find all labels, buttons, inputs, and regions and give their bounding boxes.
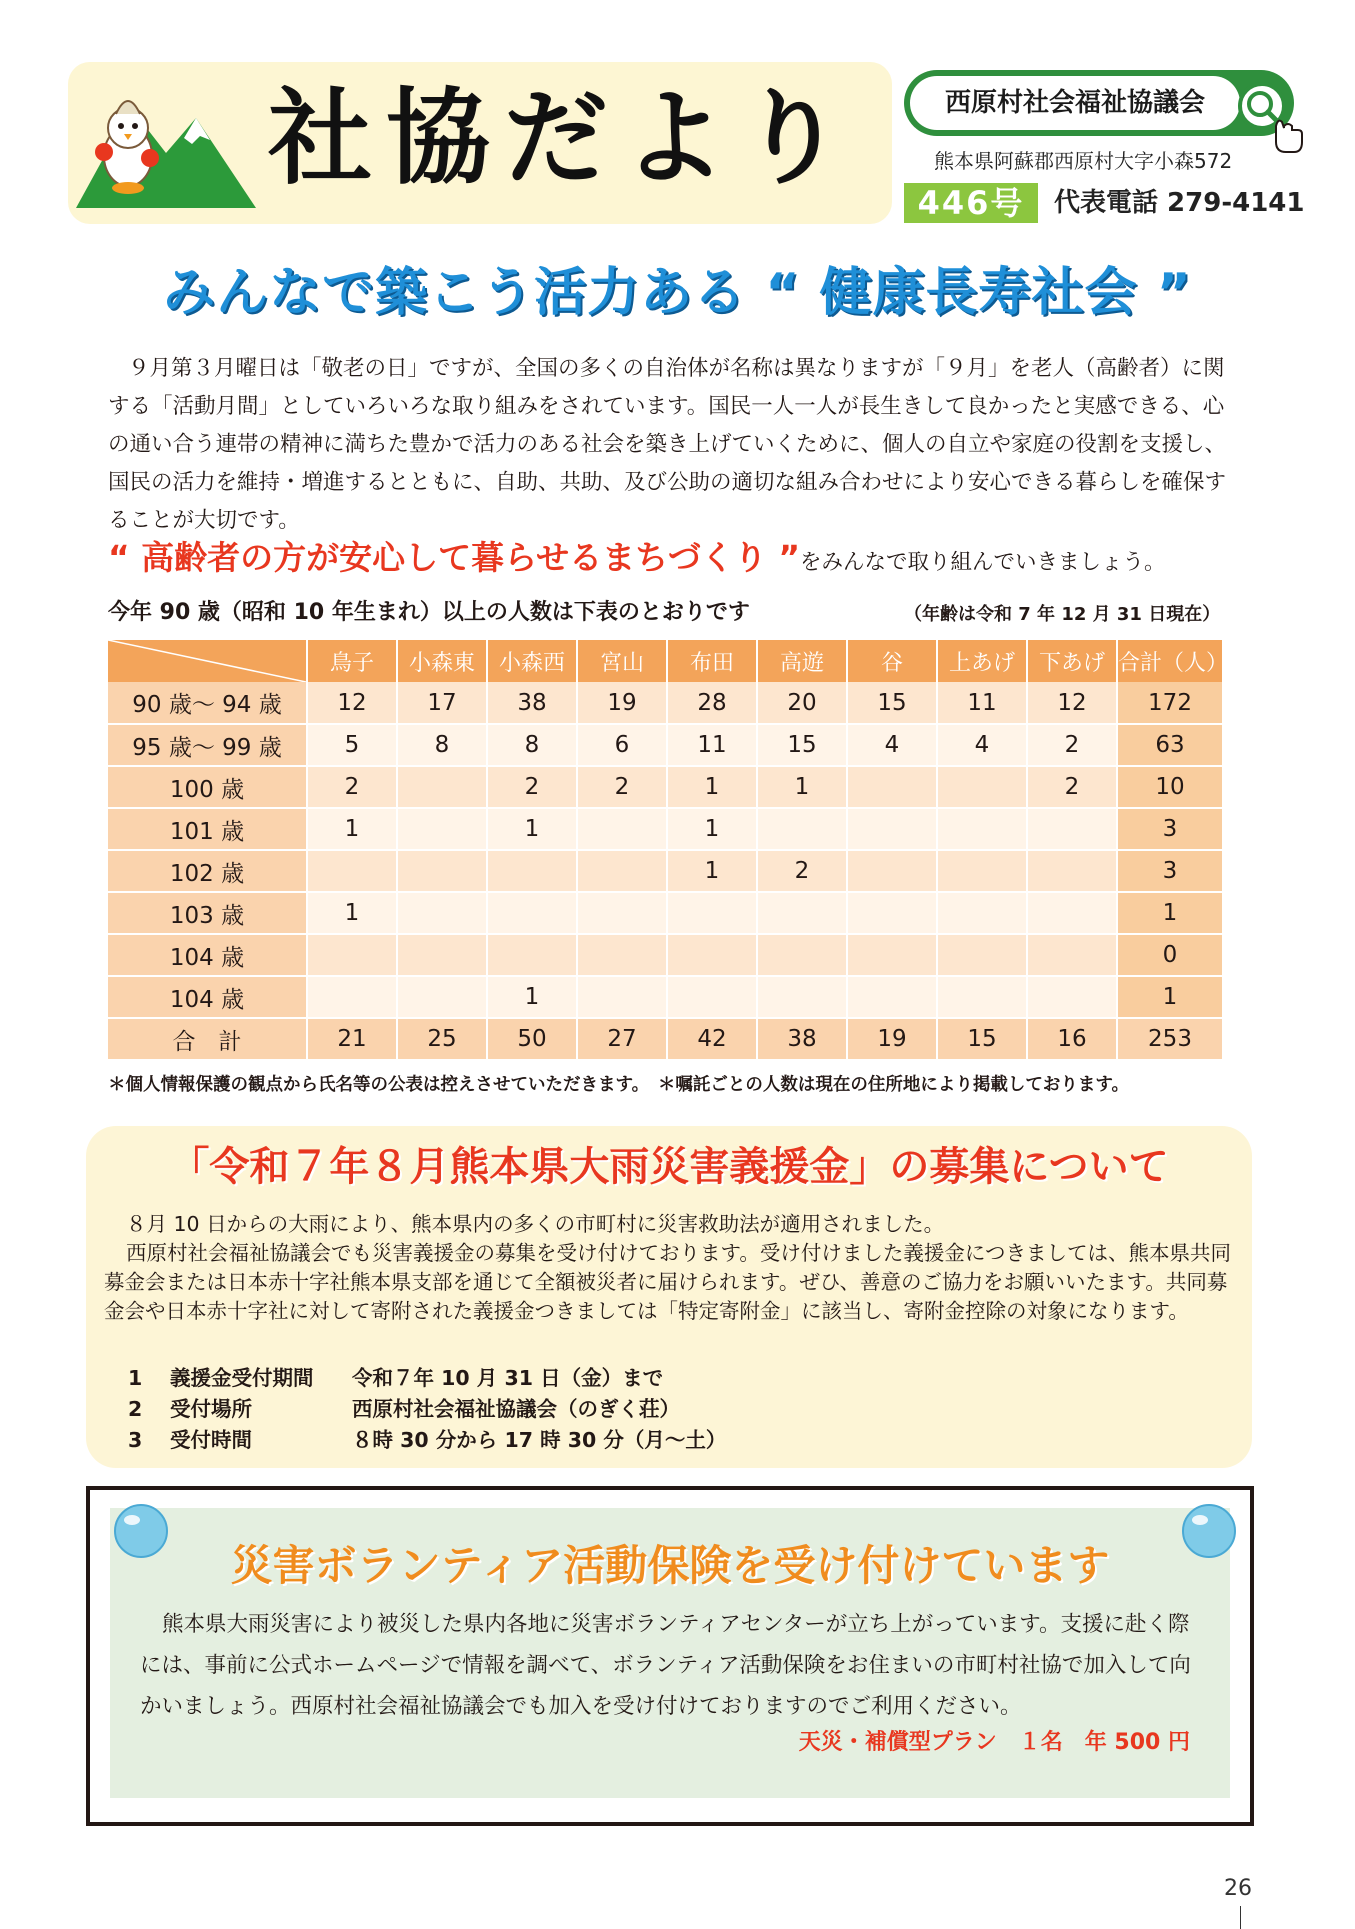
intro-paragraph: ９月第３月曜日は「敬老の日」ですが、全国の多くの自治体が名称は異なりますが「９月」を老人（高齢者）に関する「活動月間」としていろいろな取り組みをされています。国民一人一人が長生きして良かったと実感できる、心の通い合う連帯の精神に満ちた豊かで活力のある社会を築き上げていくために、個人の自立や家庭の役割を支援し、国民の活力を維持・増進するとともに、自助、共助、及び公助の適切な組み合わせにより安心できる暮らしを確保することが大切です。 (108, 356, 1227, 533)
table-cell (487, 850, 577, 892)
table-cell (1027, 976, 1117, 1018)
row-label: 104 歳 (108, 976, 307, 1018)
relief-fund-paragraph: 西原村社会福祉協議会でも災害義援金の募集を受け付けております。受け付けました義援金につきましては、熊本県共同募金会または日本赤十字社熊本県支部を通じて全額被災者に届けられます。ぜひ、善意のご協力をお願いいたます。共同募金会や日本赤十字社に対して寄附された義援金つきましては「特定寄附金」に該当し、寄附金控除の対象になります。 (104, 1241, 1231, 1323)
table-cell: 38 (487, 682, 577, 724)
column-header: 谷 (847, 640, 937, 682)
column-header: 鳥子 (307, 640, 397, 682)
column-total-cell: 38 (757, 1018, 847, 1060)
totals-label: 合 計 (108, 1018, 307, 1060)
column-header: 宮山 (577, 640, 667, 682)
table-cell (307, 934, 397, 976)
detail-number: 3 (128, 1428, 143, 1452)
detail-row (128, 1394, 726, 1425)
relief-fund-body (104, 1210, 1240, 1326)
table-cell: 1 (667, 808, 757, 850)
table-row (108, 934, 1223, 976)
table-row (108, 808, 1223, 850)
table-cell: 4 (937, 724, 1027, 766)
table-cell: 5 (307, 724, 397, 766)
row-label: 95 歳〜 99 歳 (108, 724, 307, 766)
detail-number: 2 (128, 1397, 143, 1421)
row-total-cell: 10 (1117, 766, 1223, 808)
relief-fund-details (128, 1363, 726, 1456)
row-total-cell: 3 (1117, 808, 1223, 850)
table-cell (667, 976, 757, 1018)
row-total-cell: 172 (1117, 682, 1223, 724)
mascot-logo (76, 78, 256, 208)
table-row (108, 892, 1223, 934)
column-total-cell: 21 (307, 1018, 397, 1060)
table-cell: 2 (1027, 724, 1117, 766)
table-caption: 今年 90 歳（昭和 10 年生まれ）以上の人数は下表のとおりです (108, 600, 750, 625)
table-cell (1027, 808, 1117, 850)
column-total-cell: 50 (487, 1018, 577, 1060)
table-cell (577, 934, 667, 976)
slogan-highlight: “ 高齢者の方が安心して暮らせるまちづくり ” (108, 538, 801, 577)
table-cell: 19 (577, 682, 667, 724)
table-cell (487, 892, 577, 934)
row-total-cell: 1 (1117, 892, 1223, 934)
table-cell (847, 976, 937, 1018)
table-cell: 28 (667, 682, 757, 724)
table-cell: 20 (757, 682, 847, 724)
table-cell (757, 892, 847, 934)
slogan-line (108, 533, 1288, 589)
detail-label: 義援金受付期間 (170, 1366, 314, 1390)
table-cell: 6 (577, 724, 667, 766)
row-total-cell: 63 (1117, 724, 1223, 766)
relief-fund-paragraph: ８月 10 日からの大雨により、熊本県内の多くの市町村に災害救助法が適用されました。 (126, 1212, 945, 1236)
volunteer-insurance-body: 熊本県大雨災害により被災した県内各地に災害ボランティアセンターが立ち上がっています。支援に赴く際には、事前に公式ホームページで情報を調べて、ボランティア活動保険をお住まいの市町村社協で加入して向かいましょう。西原村社会福祉協議会でも加入を受け付けておりますのでご利用ください。 (140, 1612, 1191, 1719)
totals-row (108, 1018, 1223, 1060)
insurance-plan-price: 天災・補償型プラン １名 年 500 円 (798, 1730, 1190, 1755)
table-cell (757, 976, 847, 1018)
detail-label: 受付場所 (170, 1397, 252, 1421)
row-total-cell: 0 (1117, 934, 1223, 976)
row-total-cell: 3 (1117, 850, 1223, 892)
table-cell (1027, 892, 1117, 934)
issue-number-badge: 446号 (904, 183, 1038, 223)
table-cell (937, 934, 1027, 976)
table-cell (847, 850, 937, 892)
column-total-cell: 16 (1027, 1018, 1117, 1060)
headline: みんなで築こう活力ある “ 健康長寿社会 ” (163, 263, 1192, 323)
table-cell: 17 (397, 682, 487, 724)
table-row (108, 976, 1223, 1018)
table-row (108, 850, 1223, 892)
table-cell (937, 808, 1027, 850)
column-total-cell: 42 (667, 1018, 757, 1060)
table-cell: 2 (757, 850, 847, 892)
table-cell (577, 976, 667, 1018)
row-total-cell: 1 (1117, 976, 1223, 1018)
elderly-census-table (108, 640, 1229, 1061)
table-cell (937, 766, 1027, 808)
table-cell: 12 (1027, 682, 1117, 724)
row-label: 100 歳 (108, 766, 307, 808)
table-corner-cell (108, 640, 307, 682)
row-label: 101 歳 (108, 808, 307, 850)
detail-value: ８時 30 分から 17 時 30 分（月〜土） (352, 1428, 727, 1452)
table-cell: 1 (487, 976, 577, 1018)
table-body (108, 682, 1223, 1060)
table-cell (577, 850, 667, 892)
table-cell: 2 (307, 766, 397, 808)
column-header: 高遊 (757, 640, 847, 682)
column-header: 布田 (667, 640, 757, 682)
table-cell (397, 808, 487, 850)
table-cell (397, 892, 487, 934)
row-label: 102 歳 (108, 850, 307, 892)
table-cell: 1 (487, 808, 577, 850)
volunteer-insurance-title: 災害ボランティア活動保険を受け付けています (230, 1541, 1110, 1590)
table-cell: 15 (757, 724, 847, 766)
table-row (108, 766, 1223, 808)
detail-row (128, 1363, 726, 1394)
table-cell (847, 766, 937, 808)
column-total-cell: 19 (847, 1018, 937, 1060)
table-cell: 2 (487, 766, 577, 808)
detail-value: 令和７年 10 月 31 日（金）まで (352, 1366, 664, 1390)
table-row (108, 724, 1223, 766)
table-cell (487, 934, 577, 976)
row-label: 90 歳〜 94 歳 (108, 682, 307, 724)
row-label: 103 歳 (108, 892, 307, 934)
detail-label: 受付時間 (170, 1428, 252, 1452)
table-row (108, 682, 1223, 724)
table-cell: 4 (847, 724, 937, 766)
diagonal-divider (108, 640, 306, 682)
table-cell (397, 976, 487, 1018)
table-cell (307, 850, 397, 892)
table-cell (1027, 850, 1117, 892)
column-header: 小森東 (397, 640, 487, 682)
column-header: 上あげ (937, 640, 1027, 682)
table-cell: 1 (667, 850, 757, 892)
table-cell: 1 (307, 892, 397, 934)
table-cell (1027, 934, 1117, 976)
search-icon (1232, 78, 1304, 160)
table-cell: 2 (1027, 766, 1117, 808)
column-total-cell: 253 (1117, 1018, 1223, 1060)
table-cell (847, 892, 937, 934)
table-cell (397, 934, 487, 976)
column-header: 下あげ (1027, 640, 1117, 682)
table-cell (937, 892, 1027, 934)
table-cell: 12 (307, 682, 397, 724)
table-cell: 8 (397, 724, 487, 766)
table-cell: 11 (667, 724, 757, 766)
row-label: 104 歳 (108, 934, 307, 976)
table-cell (937, 850, 1027, 892)
org-address: 熊本県阿蘇郡西原村大字小森572 (934, 149, 1233, 173)
column-header: 小森西 (487, 640, 577, 682)
table-cell: 8 (487, 724, 577, 766)
table-cell (937, 976, 1027, 1018)
table-cell: 15 (847, 682, 937, 724)
column-header: 合計（人） (1117, 640, 1223, 682)
detail-row (128, 1425, 726, 1456)
table-cell: 1 (307, 808, 397, 850)
table-cell: 11 (937, 682, 1027, 724)
phone-number: 代表電話 279-4141 (1054, 188, 1305, 218)
page-tick-mark (1240, 1906, 1241, 1929)
table-footnote: ＊個人情報保護の観点から氏名等の公表は控えさせていただきます。 ＊嘱託ごとの人数は現在の住所地により掲載しております。 (108, 1075, 1129, 1095)
table-cell (577, 892, 667, 934)
slogan-rest: をみんなで取り組んでいきましょう。 (800, 550, 1166, 575)
detail-number: 1 (128, 1366, 143, 1390)
column-total-cell: 25 (397, 1018, 487, 1060)
table-cell (397, 850, 487, 892)
table-cell: 2 (577, 766, 667, 808)
column-total-cell: 27 (577, 1018, 667, 1060)
table-cell (847, 808, 937, 850)
table-cell (757, 934, 847, 976)
table-cell (397, 766, 487, 808)
table-cell (307, 976, 397, 1018)
masthead-title: 社協だより (268, 76, 859, 199)
column-total-cell: 15 (937, 1018, 1027, 1060)
table-cell (577, 808, 667, 850)
table-cell (757, 808, 847, 850)
relief-fund-title: 「令和７年８月熊本県大雨災害義援金」の募集について (169, 1144, 1169, 1190)
table-cell (847, 934, 937, 976)
org-name: 西原村社会福祉協議会 (910, 76, 1240, 130)
table-cell (667, 892, 757, 934)
page-number: 26 (1224, 1876, 1252, 1901)
table-cell: 1 (757, 766, 847, 808)
table-cell: 1 (667, 766, 757, 808)
table-cell (667, 934, 757, 976)
table-header-row (108, 640, 1223, 682)
table-as-of-date: （年齢は令和 7 年 12 月 31 日現在） (904, 604, 1221, 625)
detail-value: 西原村社会福祉協議会（のぎく荘） (352, 1397, 680, 1421)
